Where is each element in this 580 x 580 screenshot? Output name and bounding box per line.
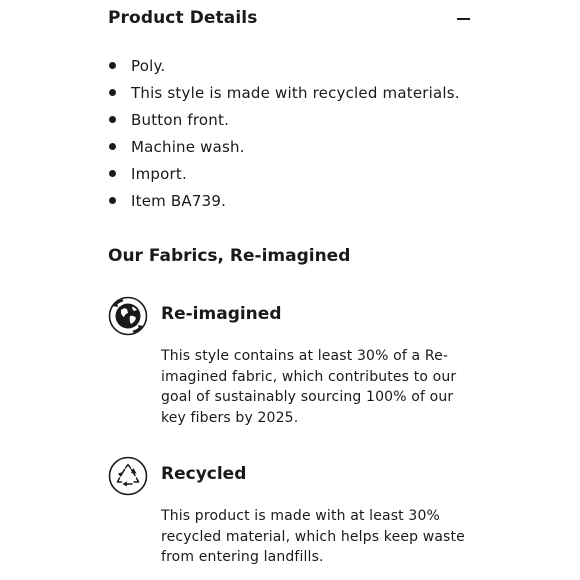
feature-description: This product is made with at least 30% recycled material, which helps keep waste from entering landfills. — [161, 508, 465, 565]
list-item: Item BA739. — [108, 189, 460, 216]
minus-icon — [457, 18, 470, 20]
list-item: Poly. — [108, 54, 460, 81]
list-item: Button front. — [108, 108, 460, 135]
bullet-icon — [109, 62, 116, 69]
bullet-icon — [109, 89, 116, 96]
bullet-icon — [109, 116, 116, 123]
product-info-panel — [108, 0, 474, 565]
feature-description: This style contains at least 30% of a Re- imagined fabric, which contributes to our goal of sustainably sourcing 100% of our key fibers by 2025. — [161, 348, 457, 426]
product-details-list — [108, 54, 460, 216]
list-item: Machine wash. — [108, 135, 460, 162]
collapse-toggle-button[interactable] — [456, 9, 474, 29]
list-item: Import. — [108, 162, 460, 189]
bullet-icon — [109, 197, 116, 204]
recycle-icon — [108, 456, 148, 496]
globe-icon — [108, 296, 148, 336]
bullet-icon — [109, 143, 116, 150]
feature-title: Recycled — [161, 464, 247, 484]
product-details-header[interactable] — [108, 0, 474, 40]
list-item: This style is made with recycled materials. — [108, 81, 460, 108]
product-details-title: Product Details — [108, 8, 258, 28]
bullet-icon — [109, 170, 116, 177]
fabrics-section-title: Our Fabrics, Re-imagined — [108, 246, 351, 266]
feature-title: Re-imagined — [161, 304, 282, 324]
